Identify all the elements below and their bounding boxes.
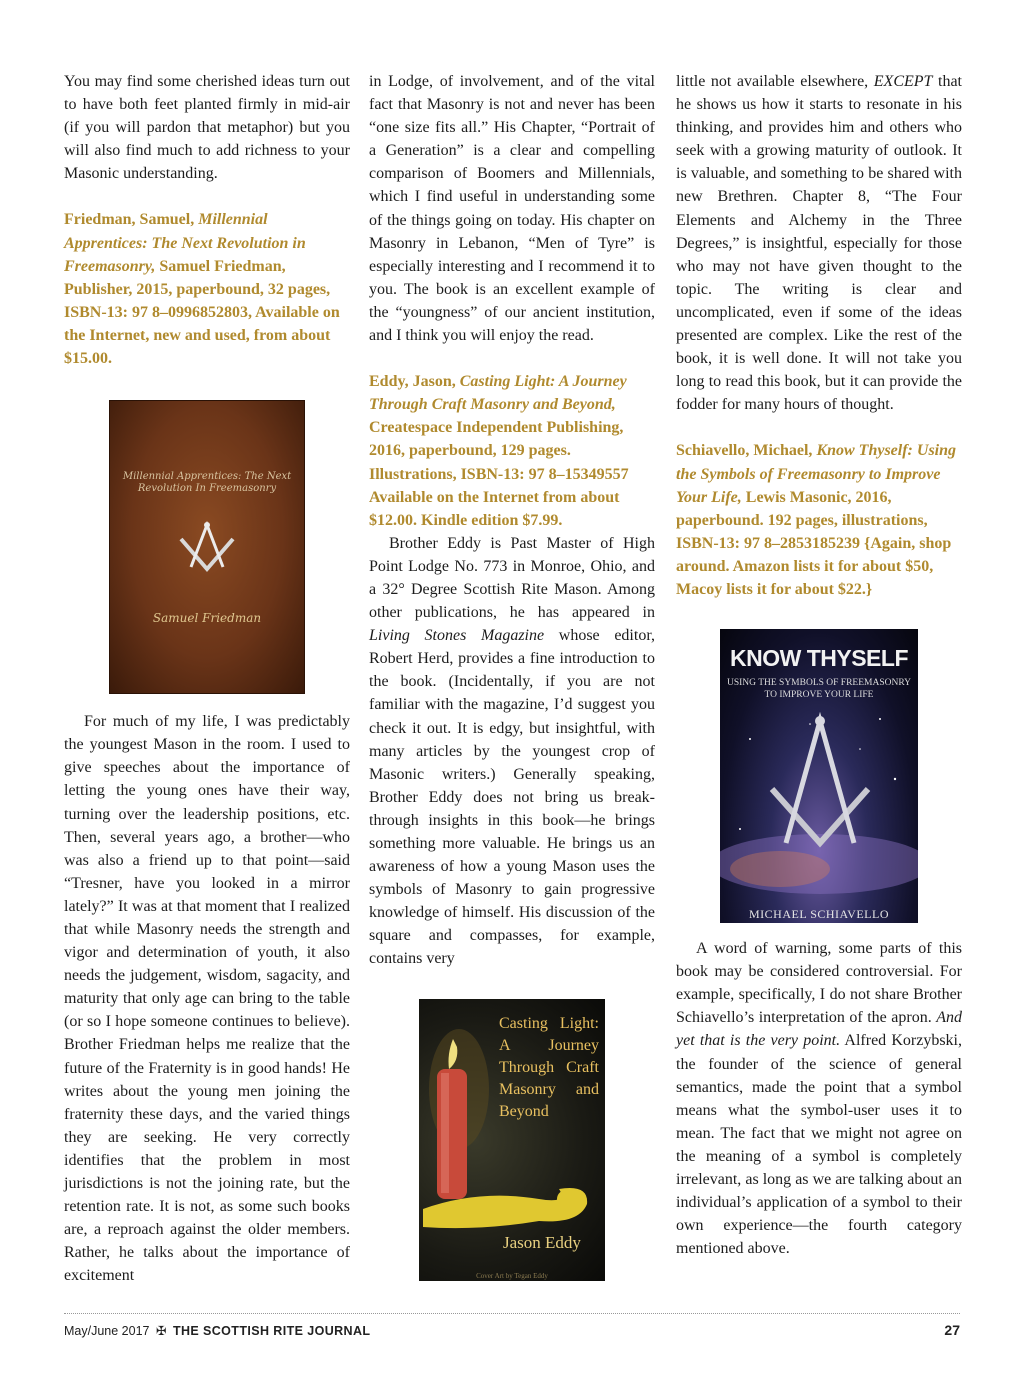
- square-and-compasses-icon: [720, 629, 918, 923]
- reference-title: Millennial Apprentices: The Next Revolution in Freemasonry,: [64, 211, 306, 275]
- paragraph: For much of my life, I was predictably the youngest Mason in the room. I used to give speeches about the importance of letting the young ones have their way, turning over the leadership positions, etc. Then, several years ago, a brother—who was also a friend up to that point—said “Tresner, have you looked in a mirror lately?” It was at that moment that I realized that while Masonry needs the strength and vigor and determination of youth, it also needs the judgement, wisdom, sagacity, and maturity that only age can bring to the table (or so I hope someone continues to believe). Brother Friedman helps me realize that the future of the Fraternity is in good hands! He writes about the young men joining the fraternity these days, and the varied things they are seeking. He very correctly identifies that the problem in most jurisdictions is not the joining rate, but the retention rate. It is not, as some such books are, a reproach against the older members. Rather, he talks about the importance of excitement: [64, 713, 350, 1285]
- cover-title: Casting Light: A Journey Through Craft Masonry and Beyond: [499, 1014, 599, 1120]
- reference-details: Lewis Masonic, 2016, paperbound. 192 pages, illustrations, ISBN-13: 97 8–2853185239 {Again, shop around. Amazon lists it for about $50, Macoy lists it for about $22.}: [676, 488, 952, 598]
- reference-author: Eddy, Jason,: [369, 373, 460, 391]
- column-1: [64, 70, 350, 1287]
- text-run: that he shows us how it starts to resonate in his thinking, and provides him and others who seek with a growing maturity of outlook. It is valuable, and something to be shared with new Brethren. Chapter 8, “The Four Elements and Alchemy in the Three Degrees,” is insightful, especially for those who may not have given thought to the topic. The writing is clear and uncomplicated, even if some of the ideas presented are complex. Like the rest of the book, it is well done. It will not take you long to read this book, but it can provide the fodder for many hours of thought.: [676, 73, 962, 414]
- paragraph: [676, 70, 962, 416]
- book-reference-friedman: [64, 208, 350, 370]
- reference-author: Friedman, Samuel,: [64, 211, 199, 229]
- reference-author: Schiavello, Michael,: [676, 442, 817, 460]
- reference-title: Casting Light: A Journey Through Craft Masonry and Beyond,: [369, 373, 627, 414]
- emphasis: EXCEPT: [873, 73, 933, 90]
- text-run: whose editor, Robert Herd, provides a fine introduction to the book. (Incidentally, if you are not familiar with the magazine, I’d suggest you check it out. It is edgy, but insightful, with many articles by the youngest crop of Masonic writers.) Generally speaking, Brother Eddy does not bring us break-through insights in this book—he brings something more valuable. He brings us an awareness of how a young Mason uses the symbols of Masonry to gain progressive knowledge of himself. His discussion of the square and compasses, for example, contains very: [369, 627, 656, 968]
- reference-details: Samuel Friedman, Publisher, 2015, paperbound, 32 pages, ISBN-13: 97 8–0996852803, Available on the Internet, new and used, from about $15.00.: [64, 257, 340, 368]
- cross-icon: ✠: [155, 1324, 167, 1338]
- issue-date: May/June 2017: [64, 1324, 150, 1338]
- cover-subtitle: USING THE SYMBOLS OF FREEMASONRY TO IMPROVE YOUR LIFE: [726, 678, 912, 701]
- paragraph: You may find some cherished ideas turn out to have both feet planted firmly in mid-air (if you will pardon that metaphor) but you will also find much to add richness to your Masonic understanding.: [64, 73, 350, 183]
- magazine-name: Living Stones Magazine: [369, 627, 545, 645]
- paragraph: [676, 937, 962, 1260]
- reference-title: Know Thyself: Using the Symbols of Freemasonry to Improve Your Life,: [676, 442, 957, 506]
- book-cover-know-thyself: [720, 629, 918, 923]
- page-number: 27: [944, 1322, 960, 1338]
- text-run: Alfred Korzybski, the founder of the science of general semantics, made the point that a symbol means what the symbol-user uses it to mean. The fact that we might not agree on the meaning of a symbol is completely irrelevant, as long as we are talking about an individual’s application of a symbol to their own experience—the fourth category mentioned above.: [676, 1032, 963, 1258]
- footer-left: [64, 1323, 370, 1338]
- book-cover-millennial-apprentices: [109, 400, 305, 694]
- column-2: [369, 70, 655, 1281]
- book-reference-eddy: [369, 370, 655, 532]
- square-and-compasses-icon: [177, 519, 237, 575]
- text-run: little not available elsewhere,: [676, 73, 874, 90]
- text-run: A word of warning, some parts of this book may be considered controversial. For example, specifically, I do not share Brother Schiavello’s interpretation of the apron.: [676, 940, 962, 1027]
- book-cover-casting-light: [419, 999, 605, 1281]
- cover-title: Millennial Apprentices: The Next Revolution In Freemasonry: [122, 471, 292, 495]
- emphasis: And yet that is the very point.: [676, 1009, 962, 1050]
- page-footer: [64, 1323, 960, 1339]
- footer-divider: [64, 1313, 960, 1314]
- cover-author: Jason Eddy: [503, 1232, 581, 1252]
- paragraph: in Lodge, of involvement, and of the vital fact that Masonry is not and never has been “one size fits all.” His Chapter, “Portrait of a Generation” is a clear and compelling comparison of Boomers and Millennials, which I find useful in understanding some of the things going on today. His chapter on Masonry in Lebanon, “Men of Tyre” is especially interesting and I recommend it to you. The book is an excellent example of the “youngness” of our ancient institution, and I think you will enjoy the read.: [369, 73, 655, 345]
- cover-author: MICHAEL SCHIAVELLO: [749, 907, 889, 922]
- column-3: [676, 70, 962, 1260]
- paragraph: [369, 532, 655, 971]
- text-run: Brother Eddy is Past Master of High Point Lodge No. 773 in Monroe, Ohio, and a 32° Degree Scottish Rite Mason. Among other publications, he has appeared in: [369, 534, 655, 622]
- reference-details: Createspace Independent Publishing, 2016, paperbound, 129 pages. Illustrations, ISBN-13: 97 8–15349557 Available on the Internet from about $12.00. Kindle edition $7.99.: [369, 419, 629, 529]
- cover-title: KNOW THYSELF: [730, 645, 908, 672]
- journal-name: THE SCOTTISH RITE JOURNAL: [172, 1324, 371, 1338]
- cover-credit: Cover Art by Tegan Eddy: [476, 1271, 548, 1280]
- cover-author: Samuel Friedman: [152, 611, 262, 626]
- book-reference-schiavello: [676, 439, 962, 601]
